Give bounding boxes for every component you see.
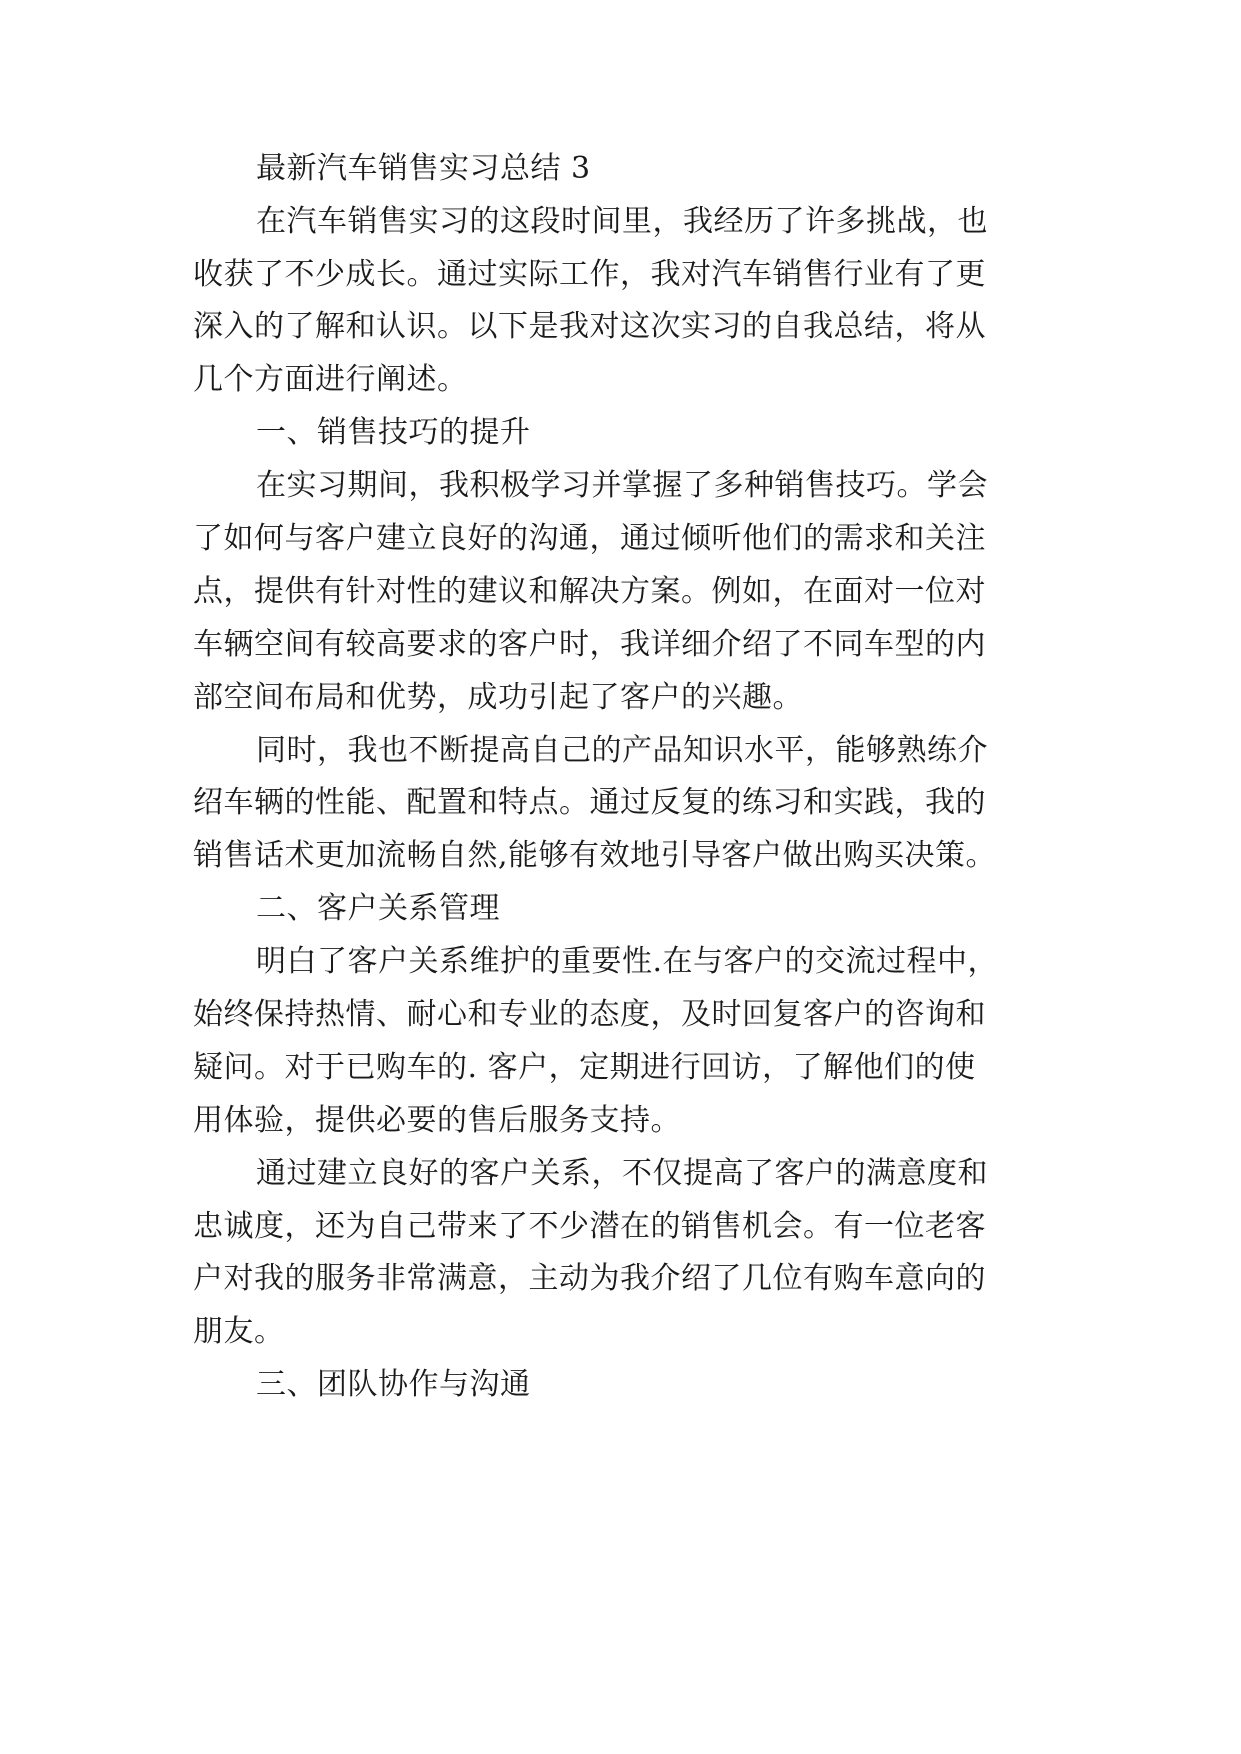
- section-heading: 三、团队协作与沟通: [256, 1367, 531, 1402]
- paragraph-line: 了如何与客户建立良好的沟通，通过倾听他们的需求和关注: [193, 521, 986, 556]
- paragraph-line: 部空间布局和优势，成功引起了客户的兴趣。: [193, 680, 803, 715]
- paragraph-line: 在实习期间，我积极学习并掌握了多种销售技巧。学会: [256, 468, 988, 503]
- paragraph-line: 户对我的服务非常满意，主动为我介绍了几位有购车意向的: [193, 1261, 986, 1296]
- paragraph-line: 收获了不少成长。通过实际工作，我对汽车销售行业有了更: [193, 257, 986, 292]
- paragraph-line: 明白了客户关系维护的重要性.在与客户的交流过程中，: [256, 944, 999, 979]
- paragraph-line: 用体验，提供必要的售后服务支持。: [193, 1103, 681, 1138]
- paragraph-line: 绍车辆的性能、配置和特点。通过反复的练习和实践，我的: [193, 785, 986, 820]
- document-title: 最新汽车销售实习总结 3: [256, 151, 591, 186]
- section-heading: 二、客户关系管理: [256, 891, 500, 926]
- paragraph-line: 同时，我也不断提高自己的产品知识水平，能够熟练介: [256, 733, 988, 768]
- paragraph-line: 始终保持热情、耐心和专业的态度，及时回复客户的咨询和: [193, 997, 986, 1032]
- paragraph-line: 朋友。: [193, 1314, 285, 1349]
- paragraph-line: 车辆空间有较高要求的客户时，我详细介绍了不同车型的内: [193, 627, 986, 662]
- paragraph-line: 在汽车销售实习的这段时间里，我经历了许多挑战，也: [256, 204, 988, 239]
- paragraph-line: 通过建立良好的客户关系，不仅提高了客户的满意度和: [256, 1156, 988, 1191]
- paragraph-line: 深入的了解和认识。以下是我对这次实习的自我总结，将从: [193, 309, 986, 344]
- section-heading: 一、销售技巧的提升: [256, 415, 531, 450]
- paragraph-line: 忠诚度，还为自己带来了不少潜在的销售机会。有一位老客: [193, 1209, 986, 1244]
- paragraph-line: 疑问。对于已购车的. 客户，定期进行回访，了解他们的使: [193, 1050, 976, 1085]
- paragraph-line: 点，提供有针对性的建议和解决方案。例如，在面对一位对: [193, 574, 986, 609]
- paragraph-line: 几个方面进行阐述。: [193, 362, 468, 397]
- paragraph-line: 销售话术更加流畅自然,能够有效地引导客户做出购买决策。: [193, 838, 997, 873]
